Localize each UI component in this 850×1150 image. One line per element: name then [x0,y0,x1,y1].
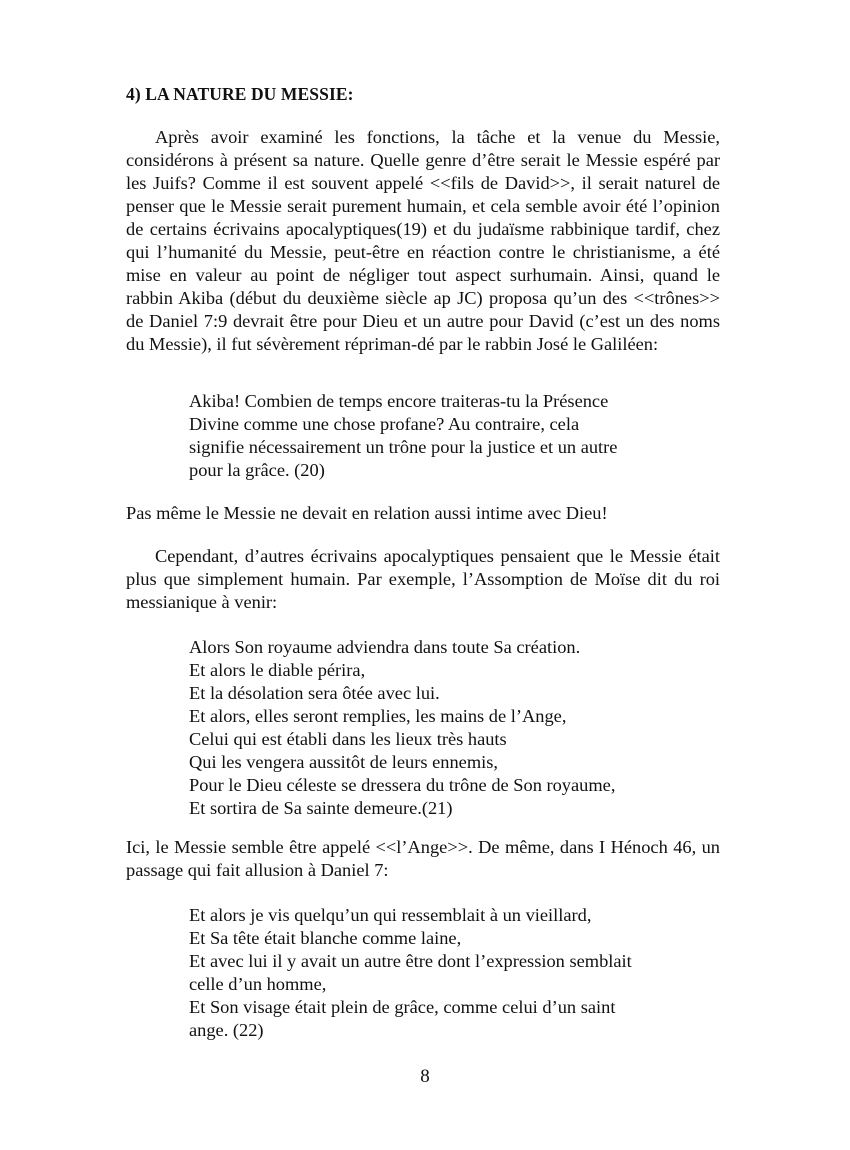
quote-line: Et la désolation sera ôtée avec lui. [189,683,440,703]
paragraph-angel: Ici, le Messie semble être appelé <<l’Ange>>. De même, dans I Hénoch 46, un passage qui fait allusion à Daniel 7: [126,837,720,880]
quote-line: Akiba! Combien de temps encore traiteras-tu la Présence [189,391,609,411]
page-number: 8 [420,1066,430,1087]
quote-line: Et alors le diable périra, [189,660,366,680]
quote-line: Et alors, elles seront remplies, les mains de l’Ange, [189,706,567,726]
quote-line: Et Sa tête était blanche comme laine, [189,928,462,948]
quote-line: Et Son visage était plein de grâce, comme celui d’un saint [189,997,616,1017]
quote-line: celle d’un homme, [189,974,327,994]
paragraph-apocalyptic-writers: Cependant, d’autres écrivains apocalyptiques pensaient que le Messie était plus que simplement humain. Par exemple, l’Assomption de Moïse dit du roi messianique à venir: [126,546,720,612]
quote-line: pour la grâce. (20) [189,460,325,480]
quote-line: ange. (22) [189,1020,264,1040]
paragraph-messiah-intimacy: Pas même le Messie ne devait en relation aussi intime avec Dieu! [126,503,608,523]
quote-line: signifie nécessairement un trône pour la justice et un autre [189,437,618,457]
paragraph-intro: Après avoir examiné les fonctions, la tâche et la venue du Messie, considérons à présent sa nature. Quelle genre d’être serait le Messie espéré par les Juifs? Comme il est souvent appelé <<fils de David>>, il serait naturel de penser que le Messie serait purement humain, et cela semble avoir été l’opinion de certains écrivains apocalyptiques(19) et du judaïsme rabbinique tardif, chez qui l’humanité du Messie, peut-être en réaction contre le christianisme, a été mise en valeur au point de négliger tout aspect surhumain. Ainsi, quand le rabbin Akiba (début du deuxième siècle ap JC) proposa qu’un des <<trônes>> de Daniel 7:9 devrait être pour Dieu et un autre pour David (c’est un des noms du Messie), il fut sévèrement répriman-dé par le rabbin José le Galiléen: [126,127,720,354]
quote-akiba [189,390,669,482]
quote-line: Pour le Dieu céleste se dressera du trône de Son royaume, [189,775,616,795]
quote-line: Alors Son royaume adviendra dans toute Sa création. [189,637,581,657]
quote-line: Et alors je vis quelqu’un qui ressemblait à un vieillard, [189,905,592,925]
quote-line: Divine comme une chose profane? Au contraire, cela [189,414,580,434]
quote-line: Et avec lui il y avait un autre être dont l’expression semblait [189,951,632,971]
quote-line: Et sortira de Sa sainte demeure.(21) [189,798,453,818]
quote-line: Celui qui est établi dans les lieux très hauts [189,729,507,749]
quote-assumption-moses [189,636,669,820]
quote-henoch [189,904,669,1042]
quote-line: Qui les vengera aussitôt de leurs ennemis, [189,752,498,772]
section-heading: 4) LA NATURE DU MESSIE: [126,84,354,104]
